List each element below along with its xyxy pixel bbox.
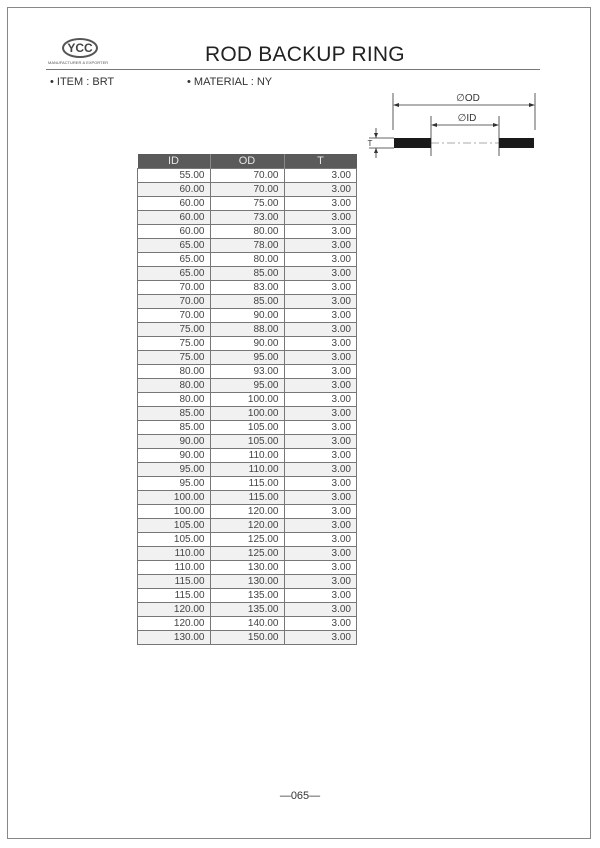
cell-id: 130.00 xyxy=(138,631,211,645)
cell-id: 85.00 xyxy=(138,407,211,421)
table-row xyxy=(138,617,357,631)
cell-t: 3.00 xyxy=(284,449,357,463)
cell-od: 150.00 xyxy=(210,631,284,645)
cell-t: 3.00 xyxy=(284,169,357,183)
cell-t: 3.00 xyxy=(284,211,357,225)
id-arrow-left xyxy=(431,123,437,127)
cell-id: 90.00 xyxy=(138,449,211,463)
cell-id: 70.00 xyxy=(138,295,211,309)
cell-id: 65.00 xyxy=(138,267,211,281)
logo-tagline: MANUFACTURER & EXPORTER xyxy=(48,60,109,65)
table-row xyxy=(138,225,357,239)
cell-id: 70.00 xyxy=(138,281,211,295)
cell-od: 70.00 xyxy=(210,169,284,183)
cell-t: 3.00 xyxy=(284,603,357,617)
cell-id: 115.00 xyxy=(138,589,211,603)
cell-id: 100.00 xyxy=(138,491,211,505)
cell-od: 110.00 xyxy=(210,463,284,477)
cell-t: 3.00 xyxy=(284,365,357,379)
cell-id: 65.00 xyxy=(138,239,211,253)
table-row xyxy=(138,379,357,393)
table-row xyxy=(138,393,357,407)
table-row xyxy=(138,561,357,575)
cell-od: 95.00 xyxy=(210,379,284,393)
cell-t: 3.00 xyxy=(284,239,357,253)
cell-od: 125.00 xyxy=(210,533,284,547)
t-arrow-bottom xyxy=(374,148,378,153)
table-row xyxy=(138,323,357,337)
cell-id: 105.00 xyxy=(138,533,211,547)
cell-id: 95.00 xyxy=(138,477,211,491)
table-row xyxy=(138,575,357,589)
cell-t: 3.00 xyxy=(284,533,357,547)
cell-id: 115.00 xyxy=(138,575,211,589)
table-row xyxy=(138,309,357,323)
cell-od: 120.00 xyxy=(210,505,284,519)
specifications-table xyxy=(137,154,357,645)
cell-od: 125.00 xyxy=(210,547,284,561)
cell-id: 60.00 xyxy=(138,197,211,211)
cell-t: 3.00 xyxy=(284,183,357,197)
cell-t: 3.00 xyxy=(284,477,357,491)
cell-t: 3.00 xyxy=(284,351,357,365)
table-row xyxy=(138,267,357,281)
item-code: • ITEM : BRT xyxy=(50,76,115,88)
cell-id: 75.00 xyxy=(138,351,211,365)
table-row xyxy=(138,491,357,505)
cell-od: 115.00 xyxy=(210,477,284,491)
cell-t: 3.00 xyxy=(284,547,357,561)
cell-od: 130.00 xyxy=(210,575,284,589)
cell-t: 3.00 xyxy=(284,463,357,477)
cell-t: 3.00 xyxy=(284,631,357,645)
table-row xyxy=(138,169,357,183)
table-row xyxy=(138,435,357,449)
cell-od: 100.00 xyxy=(210,393,284,407)
od-arrow-left xyxy=(393,103,399,107)
table-row xyxy=(138,631,357,645)
company-logo xyxy=(48,38,118,68)
cell-t: 3.00 xyxy=(284,491,357,505)
cell-t: 3.00 xyxy=(284,575,357,589)
column-header-id: ID xyxy=(138,154,211,169)
cell-t: 3.00 xyxy=(284,393,357,407)
cell-t: 3.00 xyxy=(284,617,357,631)
cell-id: 110.00 xyxy=(138,547,211,561)
table-row xyxy=(138,281,357,295)
column-header-od: OD xyxy=(210,154,284,169)
table-row xyxy=(138,519,357,533)
page-title: ROD BACKUP RING xyxy=(205,43,405,66)
cell-od: 80.00 xyxy=(210,253,284,267)
cell-id: 105.00 xyxy=(138,519,211,533)
cell-t: 3.00 xyxy=(284,309,357,323)
cell-od: 105.00 xyxy=(210,435,284,449)
cell-od: 80.00 xyxy=(210,225,284,239)
id-label: ∅ID xyxy=(457,113,477,124)
cell-od: 85.00 xyxy=(210,267,284,281)
table-row xyxy=(138,197,357,211)
table-row xyxy=(138,589,357,603)
cell-id: 60.00 xyxy=(138,211,211,225)
material-spec: • MATERIAL : NY xyxy=(187,76,273,88)
cell-t: 3.00 xyxy=(284,281,357,295)
cell-id: 95.00 xyxy=(138,463,211,477)
cell-id: 120.00 xyxy=(138,617,211,631)
cell-id: 60.00 xyxy=(138,183,211,197)
cell-t: 3.00 xyxy=(284,435,357,449)
table-row xyxy=(138,533,357,547)
cell-od: 83.00 xyxy=(210,281,284,295)
cell-t: 3.00 xyxy=(284,337,357,351)
table-row xyxy=(138,183,357,197)
cell-id: 100.00 xyxy=(138,505,211,519)
cell-id: 120.00 xyxy=(138,603,211,617)
table-header-row xyxy=(138,154,357,169)
cell-od: 90.00 xyxy=(210,309,284,323)
cell-od: 105.00 xyxy=(210,421,284,435)
column-header-t: T xyxy=(284,154,357,169)
cell-t: 3.00 xyxy=(284,253,357,267)
table-row xyxy=(138,295,357,309)
table-row xyxy=(138,239,357,253)
table-row xyxy=(138,407,357,421)
cell-od: 93.00 xyxy=(210,365,284,379)
ring-section-left xyxy=(394,138,431,148)
cell-od: 70.00 xyxy=(210,183,284,197)
id-arrow-right xyxy=(493,123,499,127)
cell-od: 73.00 xyxy=(210,211,284,225)
cell-id: 65.00 xyxy=(138,253,211,267)
cell-t: 3.00 xyxy=(284,267,357,281)
od-label: ∅OD xyxy=(456,93,480,104)
table-row xyxy=(138,365,357,379)
cell-id: 80.00 xyxy=(138,365,211,379)
cell-id: 75.00 xyxy=(138,337,211,351)
cell-id: 80.00 xyxy=(138,379,211,393)
cell-id: 75.00 xyxy=(138,323,211,337)
ring-section-right xyxy=(499,138,534,148)
table-row xyxy=(138,477,357,491)
cell-od: 135.00 xyxy=(210,603,284,617)
table-row xyxy=(138,351,357,365)
table-row xyxy=(138,603,357,617)
cell-od: 130.00 xyxy=(210,561,284,575)
cell-od: 75.00 xyxy=(210,197,284,211)
cell-od: 88.00 xyxy=(210,323,284,337)
table-row xyxy=(138,547,357,561)
cell-t: 3.00 xyxy=(284,407,357,421)
cell-od: 90.00 xyxy=(210,337,284,351)
cell-t: 3.00 xyxy=(284,197,357,211)
cell-od: 78.00 xyxy=(210,239,284,253)
cell-od: 110.00 xyxy=(210,449,284,463)
ring-cross-section-drawing xyxy=(366,90,538,160)
cell-t: 3.00 xyxy=(284,561,357,575)
cell-od: 100.00 xyxy=(210,407,284,421)
logo-mark: YCC xyxy=(62,38,98,58)
cell-od: 85.00 xyxy=(210,295,284,309)
cell-id: 60.00 xyxy=(138,225,211,239)
table-row xyxy=(138,463,357,477)
page-number: —065— xyxy=(279,790,321,802)
cell-id: 80.00 xyxy=(138,393,211,407)
cell-t: 3.00 xyxy=(284,519,357,533)
cell-t: 3.00 xyxy=(284,295,357,309)
cell-id: 90.00 xyxy=(138,435,211,449)
cell-od: 95.00 xyxy=(210,351,284,365)
cell-od: 140.00 xyxy=(210,617,284,631)
cell-t: 3.00 xyxy=(284,379,357,393)
cell-od: 135.00 xyxy=(210,589,284,603)
table-row xyxy=(138,449,357,463)
table-row xyxy=(138,421,357,435)
table-row xyxy=(138,337,357,351)
cell-t: 3.00 xyxy=(284,589,357,603)
od-arrow-right xyxy=(529,103,535,107)
table-row xyxy=(138,211,357,225)
table-row xyxy=(138,253,357,267)
cell-id: 85.00 xyxy=(138,421,211,435)
table-row xyxy=(138,505,357,519)
header-divider xyxy=(46,69,540,70)
cell-od: 120.00 xyxy=(210,519,284,533)
cell-id: 70.00 xyxy=(138,309,211,323)
t-label: T xyxy=(367,139,373,148)
cell-t: 3.00 xyxy=(284,421,357,435)
t-arrow-top xyxy=(374,133,378,138)
cell-od: 115.00 xyxy=(210,491,284,505)
cell-t: 3.00 xyxy=(284,225,357,239)
cell-t: 3.00 xyxy=(284,323,357,337)
table-body xyxy=(138,169,357,645)
cell-id: 110.00 xyxy=(138,561,211,575)
cell-t: 3.00 xyxy=(284,505,357,519)
cell-id: 55.00 xyxy=(138,169,211,183)
